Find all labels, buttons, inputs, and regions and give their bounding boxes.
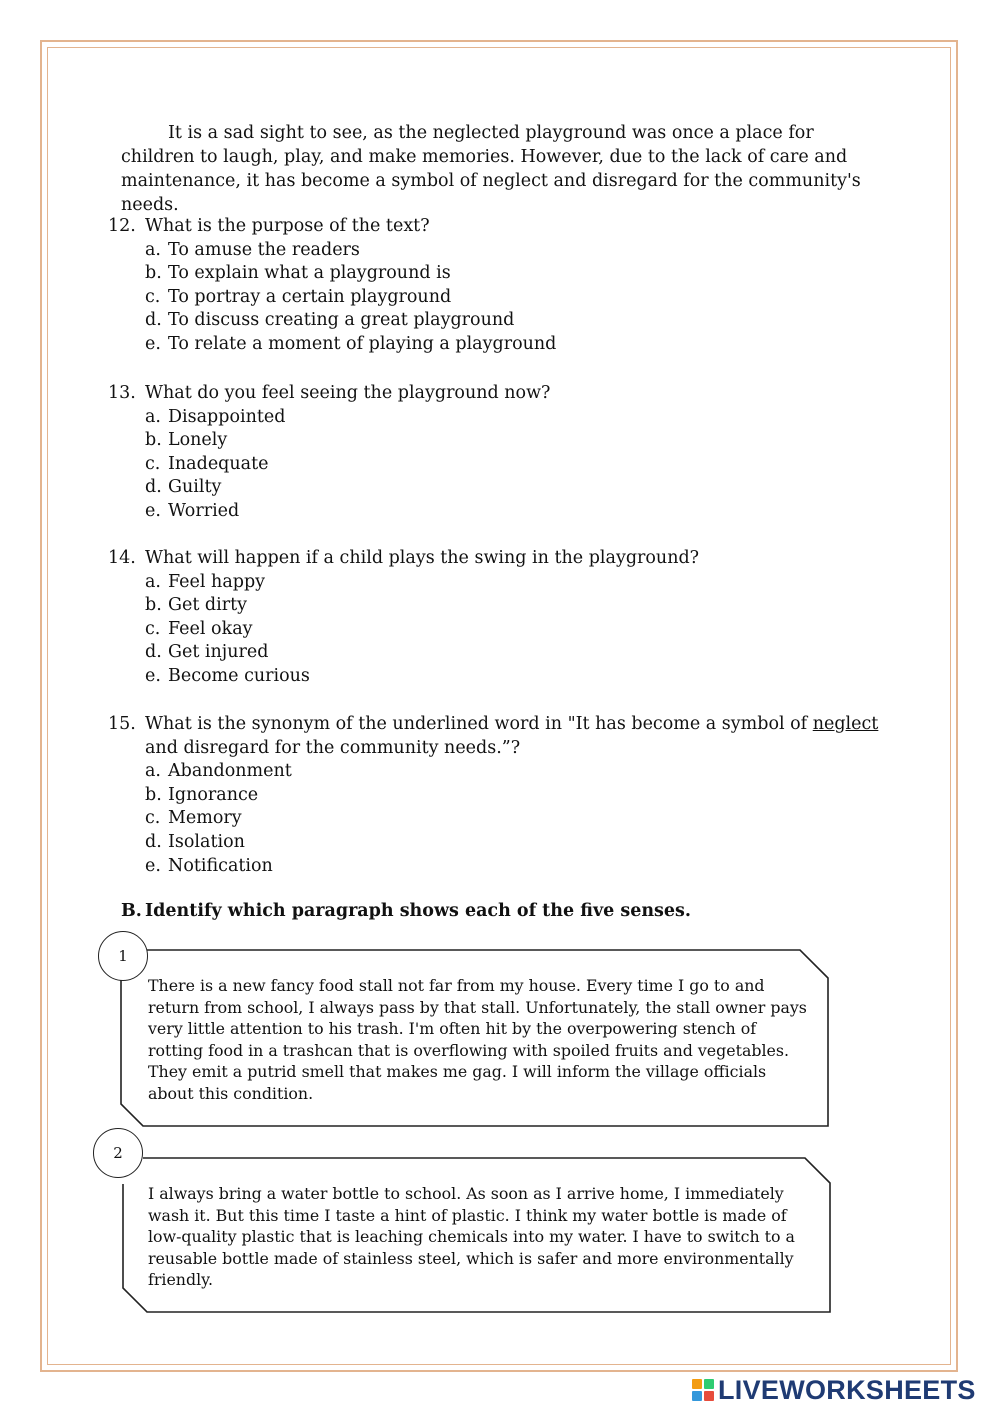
option-c[interactable] bbox=[145, 807, 893, 831]
option-letter: b. bbox=[145, 430, 162, 451]
reading-passage bbox=[121, 121, 886, 217]
option-letter: e. bbox=[145, 855, 161, 876]
question-number: 14. bbox=[108, 548, 136, 568]
option-d[interactable] bbox=[145, 831, 893, 855]
option-b[interactable] bbox=[145, 594, 893, 618]
option-text: Feel okay bbox=[168, 618, 253, 639]
question-stem bbox=[145, 713, 893, 760]
option-text: Abandonment bbox=[168, 761, 292, 782]
option-text: Inadequate bbox=[168, 453, 269, 474]
passage-paragraph: It is a sad sight to see, as the neglected playground was once a place for children to laugh, play, and make memories. However, due to the lack of care and maintenance, it has become a symbol of neglect and disregard for the community's needs. bbox=[121, 123, 861, 215]
liveworksheets-logo[interactable] bbox=[692, 1373, 976, 1407]
question-number: 13. bbox=[108, 383, 136, 403]
options-list bbox=[145, 406, 893, 524]
option-a[interactable] bbox=[145, 406, 893, 430]
option-text: Get injured bbox=[168, 642, 269, 663]
option-letter: e. bbox=[145, 665, 161, 686]
option-e[interactable] bbox=[145, 665, 893, 689]
paragraph-number-badge: 2 bbox=[93, 1128, 143, 1178]
option-text: Become curious bbox=[168, 665, 310, 686]
option-letter: c. bbox=[145, 286, 161, 307]
option-b[interactable] bbox=[145, 784, 893, 808]
question-12 bbox=[108, 215, 893, 357]
stem-before: What is the synonym of the underlined word in "It has become a symbol of bbox=[145, 714, 813, 734]
option-letter: c. bbox=[145, 808, 161, 829]
option-letter: b. bbox=[145, 784, 162, 805]
option-d[interactable] bbox=[145, 309, 893, 333]
option-text: Ignorance bbox=[168, 784, 259, 805]
option-e[interactable] bbox=[145, 855, 893, 879]
option-letter: b. bbox=[145, 595, 162, 616]
option-letter: a. bbox=[145, 406, 161, 427]
paragraph-number-badge: 1 bbox=[98, 931, 148, 981]
option-text: Worried bbox=[168, 500, 240, 521]
options-list bbox=[145, 571, 893, 689]
section-letter: B. bbox=[121, 901, 142, 921]
question-15 bbox=[108, 713, 893, 878]
section-b-heading bbox=[121, 901, 691, 921]
paragraph-box-1 bbox=[95, 928, 835, 1132]
paragraph-box-2 bbox=[91, 1126, 836, 1318]
options-list bbox=[145, 760, 893, 878]
option-text: Notification bbox=[168, 855, 273, 876]
option-text: Lonely bbox=[168, 430, 228, 451]
option-text: To relate a moment of playing a playground bbox=[168, 333, 557, 354]
option-letter: d. bbox=[145, 642, 162, 663]
option-b[interactable] bbox=[145, 429, 893, 453]
option-c[interactable] bbox=[145, 286, 893, 310]
option-letter: a. bbox=[145, 571, 161, 592]
question-stem: What do you feel seeing the playground now? bbox=[145, 383, 551, 403]
option-text: Get dirty bbox=[168, 595, 248, 616]
option-text: Guilty bbox=[168, 477, 222, 498]
stem-after: and disregard for the community needs.”? bbox=[145, 737, 521, 758]
option-text: To portray a certain playground bbox=[168, 286, 452, 307]
option-letter: a. bbox=[145, 239, 161, 260]
paragraph-text: I always bring a water bottle to school. As soon as I arrive home, I immediately wash it. But this time I taste a hint of plastic. I think my water bottle is made of low-quality plastic that is leaching chemicals into my water. I have to switch to a reusable bottle made of stainless steel, which is safer and more environmentally friendly. bbox=[148, 1184, 795, 1290]
option-letter: d. bbox=[145, 831, 162, 852]
option-d[interactable] bbox=[145, 476, 893, 500]
option-text: Disappointed bbox=[168, 406, 286, 427]
option-letter: b. bbox=[145, 263, 162, 284]
option-e[interactable] bbox=[145, 500, 893, 524]
option-letter: e. bbox=[145, 333, 161, 354]
logo-text: LIVEWORKSHEETS bbox=[718, 1374, 976, 1405]
option-e[interactable] bbox=[145, 333, 893, 357]
option-c[interactable] bbox=[145, 618, 893, 642]
paragraph-text: There is a new fancy food stall not far from my house. Every time I go to and return from school, I always pass by that stall. Unfortunately, the stall owner pays very little attention to his trash. I'm often hit by the overpowering stench of rotting food in a trashcan that is overflowing with spoiled fruits and vegetables. They emit a putrid smell that makes me gag. I will inform the village officials about this condition. bbox=[148, 976, 807, 1103]
option-a[interactable] bbox=[145, 571, 893, 595]
option-letter: e. bbox=[145, 500, 161, 521]
option-text: Isolation bbox=[168, 831, 245, 852]
question-number: 12. bbox=[108, 216, 136, 236]
option-text: Feel happy bbox=[168, 571, 266, 592]
section-title: Identify which paragraph shows each of the five senses. bbox=[145, 901, 691, 921]
option-letter: a. bbox=[145, 761, 161, 782]
option-text: Memory bbox=[168, 808, 242, 829]
option-letter: d. bbox=[145, 310, 162, 331]
question-stem: What is the purpose of the text? bbox=[145, 216, 430, 236]
options-list bbox=[145, 239, 893, 357]
option-text: To amuse the readers bbox=[168, 239, 360, 260]
option-c[interactable] bbox=[145, 453, 893, 477]
question-13 bbox=[108, 382, 893, 524]
option-a[interactable] bbox=[145, 239, 893, 263]
question-14 bbox=[108, 547, 893, 689]
option-d[interactable] bbox=[145, 641, 893, 665]
underlined-word: neglect bbox=[812, 714, 879, 734]
option-letter: c. bbox=[145, 618, 161, 639]
option-letter: c. bbox=[145, 453, 161, 474]
option-text: To explain what a playground is bbox=[168, 263, 451, 284]
logo-mark-icon bbox=[692, 1379, 714, 1401]
option-b[interactable] bbox=[145, 262, 893, 286]
option-text: To discuss creating a great playground bbox=[168, 310, 515, 331]
question-stem: What will happen if a child plays the swing in the playground? bbox=[145, 548, 700, 568]
option-letter: d. bbox=[145, 477, 162, 498]
question-number: 15. bbox=[108, 714, 136, 734]
option-a[interactable] bbox=[145, 760, 893, 784]
